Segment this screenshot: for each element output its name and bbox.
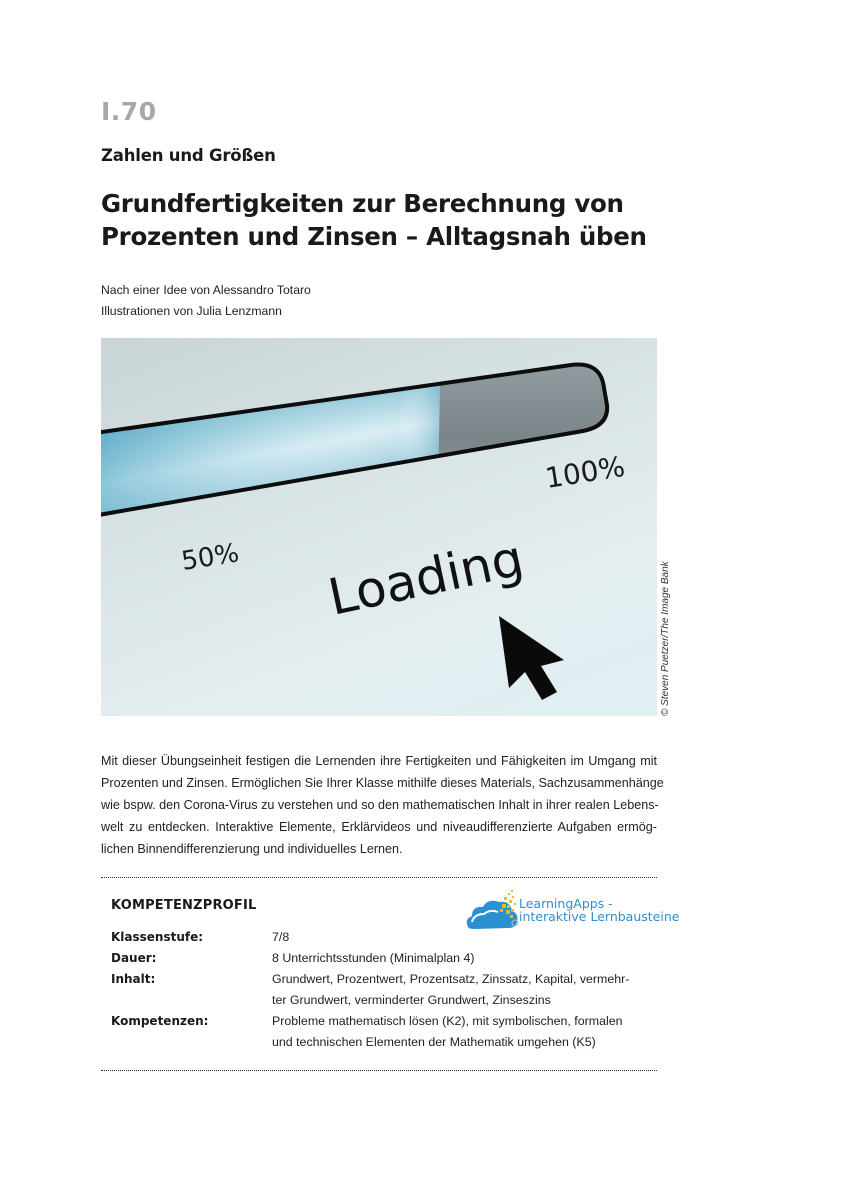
value-line: 8 Unterrichtsstunden (Minimalplan 4) xyxy=(272,951,475,965)
row-key: Kompetenzen: xyxy=(111,1014,209,1028)
intro-line: Prozenten und Zinsen. Ermöglichen Sie Ihrer Klasse mithilfe dieses Materials, Sachzusammenhänge xyxy=(101,776,664,790)
intro-line: wie bspw. den Corona-Virus zu verstehen und so den mathematischen Inhalt in ihrer realen Lebens- xyxy=(101,798,659,812)
row-key: Dauer: xyxy=(111,951,157,965)
competence-profile-table xyxy=(111,927,657,1053)
label-50-percent: 50% xyxy=(179,538,242,577)
logo-line-2: interaktive Lernbausteine xyxy=(519,909,680,924)
loading-screen-illustration xyxy=(101,338,657,716)
category-label: Zahlen und Größen xyxy=(101,146,276,165)
label-100-percent: 100% xyxy=(542,449,628,495)
divider-top xyxy=(101,877,657,878)
intro-line: Mit dieser Übungseinheit festigen die Lernenden ihre Fertigkeiten und Fähigkeiten im Umgang mit xyxy=(101,754,657,768)
illustration-credit: Illustrationen von Julia Lenzmann xyxy=(101,304,282,318)
profile-row-kompetenzen xyxy=(111,1011,657,1053)
chapter-number: I.70 xyxy=(101,97,157,126)
logo-text xyxy=(519,897,679,923)
intro-line: welt zu entdecken. Interaktive Elemente, Erklärvideos und niveaudifferenzierte Aufgaben ermög- xyxy=(101,820,657,834)
profile-heading: KOMPETENZPROFIL xyxy=(111,898,257,913)
credits xyxy=(101,280,311,322)
row-value xyxy=(272,927,657,948)
row-key: Klassenstufe: xyxy=(111,930,204,944)
profile-row-inhalt xyxy=(111,969,657,1011)
hero-image xyxy=(101,338,657,716)
loading-text: Loading xyxy=(323,528,529,627)
row-key: Inhalt: xyxy=(111,972,156,986)
value-line: 7/8 xyxy=(272,930,290,944)
photo-credit: © Steven Puetzer/The Image Bank xyxy=(660,561,671,716)
title-line: Grundfertigkeiten zur Berechnung von xyxy=(101,189,624,218)
profile-row-klassenstufe xyxy=(111,927,657,948)
value-line: Grundwert, Prozentwert, Prozentsatz, Zinssatz, Kapital, vermehr- xyxy=(272,972,630,986)
row-value xyxy=(272,969,657,1011)
row-value xyxy=(272,948,657,969)
idea-credit: Nach einer Idee von Alessandro Totaro xyxy=(101,283,311,297)
title-line: Prozenten und Zinsen – Alltagsnah üben xyxy=(101,222,647,251)
intro-line: lichen Binnendifferenzierung und individuelles Lernen. xyxy=(101,842,403,856)
mouse-cursor-icon xyxy=(499,616,564,700)
intro-paragraph xyxy=(101,750,664,860)
page-title xyxy=(101,187,701,253)
logo-line-1: LearningApps - xyxy=(519,896,613,911)
divider-bottom xyxy=(101,1070,657,1071)
value-line: Probleme mathematisch lösen (K2), mit symbolischen, formalen xyxy=(272,1014,623,1028)
progress-fill-shine xyxy=(101,338,456,558)
value-line: und technischen Elementen der Mathematik umgehen (K5) xyxy=(272,1035,596,1049)
value-line: ter Grundwert, verminderter Grundwert, Zinseszins xyxy=(272,993,551,1007)
row-value xyxy=(272,1011,657,1053)
profile-row-dauer xyxy=(111,948,657,969)
